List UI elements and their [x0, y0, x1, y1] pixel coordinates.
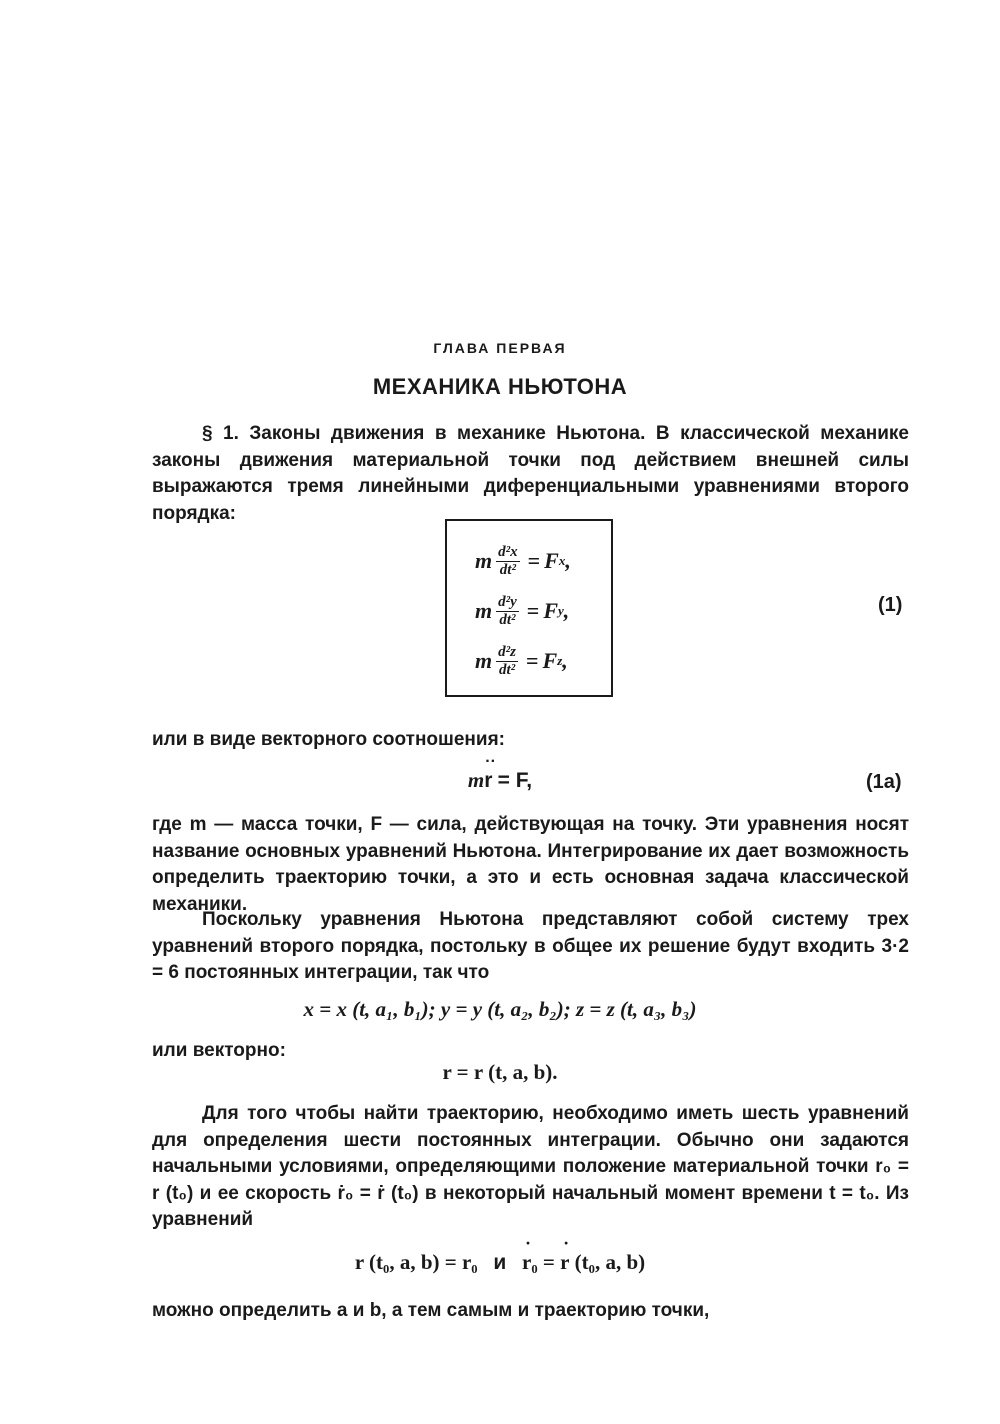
eq-coef: m [475, 598, 493, 623]
chapter-label: ГЛАВА ПЕРВАЯ [433, 340, 567, 356]
equation-system-box [445, 519, 613, 697]
eq-fraction [496, 544, 520, 579]
eq-numerator: d²y [498, 593, 517, 610]
paragraph-since: Поскольку уравнения Ньютона представляют собой систему трех уравнений второго порядка, постольку в общее их решение будут входить 3·2 = 6 постоянных интеграции, так что [152, 909, 909, 983]
equation-number-1a: (1a) [866, 771, 902, 793]
vector-equation [0, 768, 1000, 793]
eq-coef: m [475, 648, 493, 673]
initial-eq-left: r (t₀, a, b) = r₀ [354, 1250, 478, 1274]
equation-row-x: m $\frac{\text{d²x}}{\text{dt²}}$ = F x , [475, 543, 571, 578]
vector-eq-r-ddot: ·· r [484, 769, 492, 793]
equation-row-z: m $\frac{\text{d²z}}{\text{dt²}}$ = F z , [475, 643, 568, 678]
section-intro: В классической механике законы движения материальной точки под действием внешней силы выражаются тремя линейными диференциальными уравнениями второго порядка: [152, 423, 909, 524]
initial-eq-conj: и [493, 1251, 507, 1274]
eq-denominator: dt² [499, 611, 516, 628]
eq-sub: z [557, 653, 563, 668]
eq-fraction [496, 594, 519, 629]
initial-eq-args: (t₀, a, b) [569, 1250, 646, 1274]
initial-eq-r2-dot: · r [560, 1250, 569, 1275]
eq-denominator: dt² [499, 561, 516, 578]
vector-intro: или в виде векторного соотношения: [152, 729, 506, 750]
equation-number-1: (1) [878, 594, 903, 616]
section-heading: § 1. Законы движения в механике Ньютона. [202, 423, 646, 444]
vector-eq-rhs: = F, [497, 769, 533, 792]
eq-trail: , [562, 648, 568, 673]
paragraph-trajectory: Для того чтобы найти траекторию, необходимо иметь шесть уравнений для определения шести постоянных интеграции. Обычно они задаются начальными условиями, определяющими положение материальной точки r₀ = r (t₀) и ее скорость ṙ₀ = ṙ (t₀) в некоторый начальный момент времени t = t₀. Из уравнений [152, 1103, 909, 1230]
equation-row-y: m $\frac{\text{d²y}}{\text{dt²}}$ = F y , [475, 593, 570, 628]
vectorially-label: или векторно: [152, 1040, 286, 1061]
eq-numerator: d²x [498, 543, 518, 560]
paragraph-where: где m — масса точки, F — сила, действующая на точку. Эти уравнения носят название основных уравнений Ньютона. Интегрирование их дает возможность определить траекторию точки, а это и есть основная задача классической механики. [152, 814, 909, 915]
eq-trail: , [565, 548, 571, 573]
initial-eq-mid: ₀ = [531, 1250, 561, 1274]
eq-rhs: F [544, 548, 559, 573]
chapter-title: МЕХАНИКА НЬЮТОНА [372, 374, 628, 399]
eq-rhs: F [542, 648, 558, 673]
eq-coef: m [475, 548, 493, 573]
initial-eq-r-dot: · r [522, 1250, 531, 1275]
eq-trail: , [563, 598, 570, 623]
initial-conditions-equation [0, 1250, 1000, 1275]
vector-solution: r = r (t, a, b). [442, 1060, 558, 1084]
component-solutions: x = x (t, a₁, b₁); y = y (t, a₂, b₂); z = z (t, a₃, b₃) [303, 997, 697, 1021]
eq-denominator: dt² [498, 661, 516, 678]
paragraph-final: можно определить a и b, а тем самым и траекторию точки, [152, 1300, 710, 1321]
vector-eq-mass: m [467, 768, 485, 792]
eq-numerator: d²z [498, 643, 516, 660]
section-paragraph [152, 421, 909, 527]
eq-sub: y [558, 603, 564, 618]
eq-rhs: F [543, 598, 559, 623]
eq-sub: x [558, 553, 566, 568]
eq-fraction [496, 644, 518, 679]
